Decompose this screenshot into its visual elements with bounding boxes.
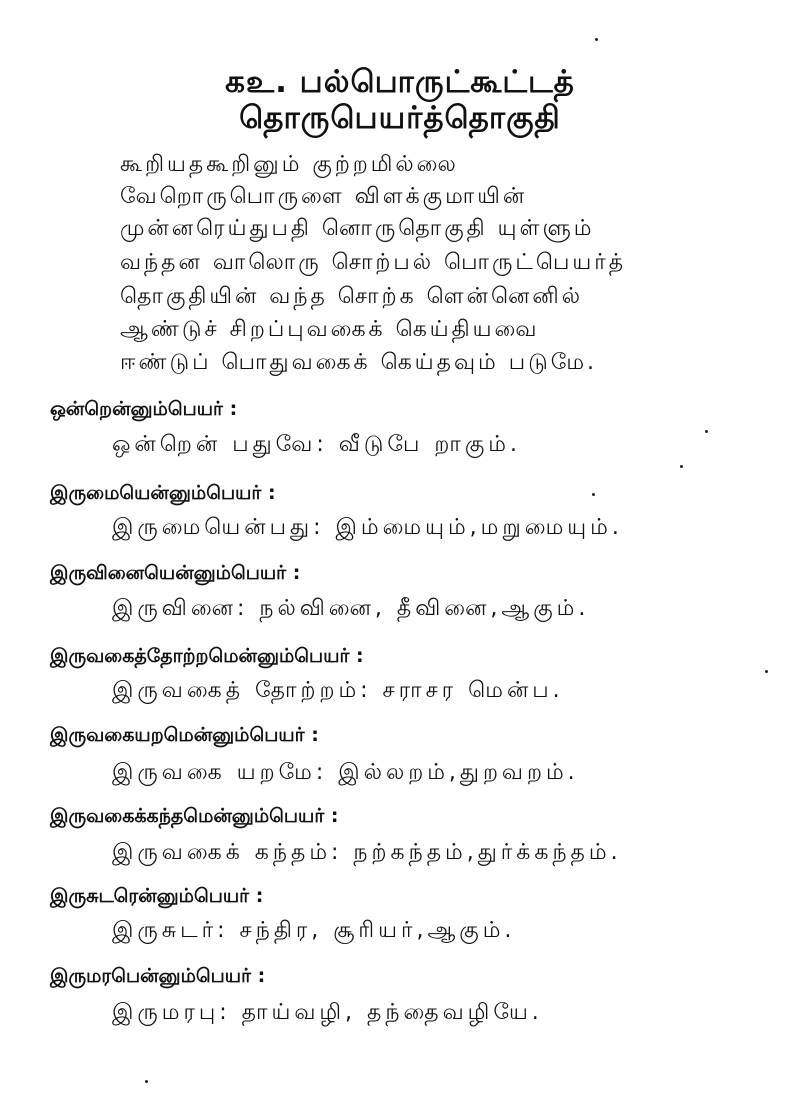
verse-line: ஆண்டுச் சிறப்புவகைக் கெய்தியவை bbox=[120, 317, 540, 342]
entry-value: இருவகைத் தோற்றம்: சராசர மென்ப. bbox=[112, 678, 564, 703]
entry-label: இருவினையென்னும்பெயர் : bbox=[50, 562, 301, 584]
entry-value: இருசுடர்: சந்திர, சூரியர்,ஆகும். bbox=[112, 918, 516, 943]
verse-line: வந்தன வாலொரு சொற்பல் பொருட்பெயர்த் bbox=[120, 250, 627, 275]
verse-line: முன்னரெய்துபதி னொருதொகுதி யுள்ளும் bbox=[120, 216, 595, 241]
page-title-line-2: தொருபெயர்த்தொகுதி bbox=[239, 100, 561, 136]
entry-label: இருசுடரென்னும்பெயர் : bbox=[50, 885, 264, 907]
scan-speck bbox=[595, 38, 598, 41]
scan-speck bbox=[765, 670, 768, 673]
scan-speck bbox=[592, 493, 595, 496]
scan-speck bbox=[145, 1080, 148, 1083]
verse-line: வேறொருபொருளை விளக்குமாயின் bbox=[120, 184, 528, 209]
scan-speck bbox=[680, 465, 683, 468]
entry-value: இருவகைக் கந்தம்: நற்கந்தம்,துர்க்கந்தம். bbox=[112, 840, 622, 865]
verse-line: கூறியதகூறினும் குற்றமில்லை bbox=[120, 152, 459, 177]
entry-value: ஒன்றென் பதுவே: வீடுபே றாகும். bbox=[112, 432, 521, 457]
page-title-line-1: கஉ. பல்பொருட்கூட்டத் bbox=[225, 64, 575, 100]
entry-value: இருமரபு: தாய்வழி, தந்தைவழியே. bbox=[112, 1000, 543, 1025]
entry-value: இருமையென்பது: இம்மையும்,மறுமையும். bbox=[112, 515, 623, 540]
verse-line: தொகுதியின் வந்த சொற்க ளென்னெனில் bbox=[120, 284, 583, 309]
entry-value: இருவினை: நல்வினை, தீவினை,ஆகும். bbox=[112, 596, 590, 621]
entry-label: ஒன்றென்னும்பெயர் : bbox=[50, 398, 238, 420]
entry-label: இருவகையறமென்னும்பெயர் : bbox=[50, 724, 319, 746]
entry-label: இருமரபென்னும்பெயர் : bbox=[50, 965, 266, 987]
entry-label: இருவகைக்கந்தமென்னும்பெயர் : bbox=[50, 805, 339, 827]
entry-value: இருவகை யறமே: இல்லறம்,துறவறம். bbox=[112, 760, 579, 785]
entry-label: இருமையென்னும்பெயர் : bbox=[50, 482, 276, 504]
entry-label: இருவகைத்தோற்றமென்னும்பெயர் : bbox=[50, 645, 364, 667]
scan-speck bbox=[705, 430, 708, 433]
verse-line: ஈண்டுப் பொதுவகைக் கெய்தவும் படுமே. bbox=[120, 350, 598, 375]
